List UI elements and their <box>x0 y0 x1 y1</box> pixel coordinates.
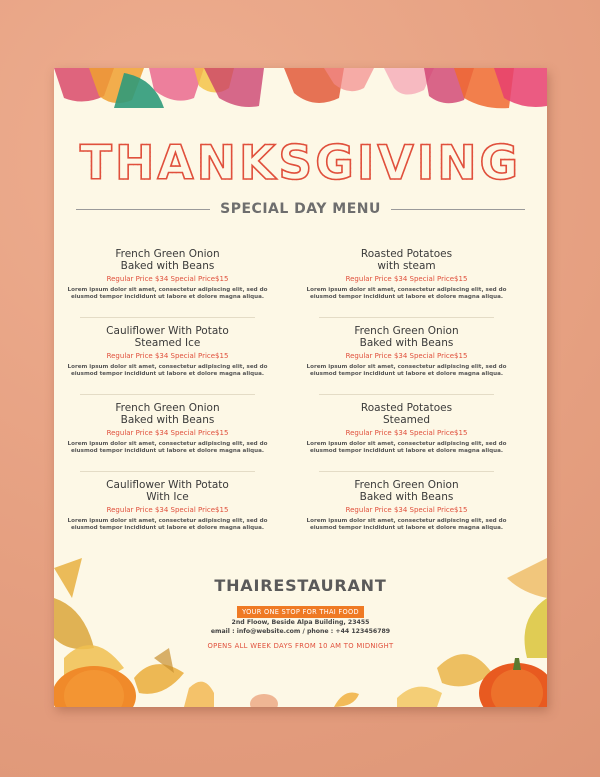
menu-item-name <box>65 325 270 349</box>
menu-item <box>304 325 509 402</box>
menu-item-price: Regular Price $34 Special Price$15 <box>345 429 468 437</box>
pumpkin-illustration-icon <box>234 680 384 707</box>
subtitle-row <box>76 199 525 219</box>
menu-item-desc-line1: Lorem ipsum dolor sit amet, consectetur adipiscing elit, sed do <box>306 287 507 293</box>
menu-item-name <box>65 402 270 426</box>
tagline-badge: YOUR ONE STOP FOR THAI FOOD <box>237 606 364 618</box>
contact-text: email : info@website.com / phone : +44 123456789 <box>210 628 391 635</box>
menu-item-price: Regular Price $34 Special Price$15 <box>345 506 468 514</box>
menu-item-name-line2: Baked with Beans <box>359 491 454 503</box>
menu-item-desc-line2: eiusmod tempor incididunt ut labore et dolore magna aliqua. <box>70 371 265 378</box>
menu-item-desc-line2: eiusmod tempor incididunt ut labore et dolore magna aliqua. <box>70 448 265 455</box>
menu-item <box>65 479 270 556</box>
menu-item-description <box>304 287 509 302</box>
menu-item-desc-line2: eiusmod tempor incididunt ut labore et dolore magna aliqua. <box>309 371 504 378</box>
menu-item-desc-line1: Lorem ipsum dolor sit amet, consectetur adipiscing elit, sed do <box>306 518 507 524</box>
restaurant-name: THAIRESTAURANT <box>214 576 387 595</box>
menu-column-right <box>304 248 509 556</box>
menu-item-divider <box>319 394 494 395</box>
menu-item-desc-line2: eiusmod tempor incididunt ut labore et dolore magna aliqua. <box>70 525 265 532</box>
divider-left <box>76 209 210 210</box>
menu-item-desc-line2: eiusmod tempor incididunt ut labore et dolore magna aliqua. <box>309 525 504 532</box>
opening-hours: OPENS ALL WEEK DAYS FROM 10 AM TO MIDNIGHT <box>207 642 394 650</box>
menu-item-divider <box>80 471 255 472</box>
menu-flyer <box>54 68 547 707</box>
menu-item-name <box>304 402 509 426</box>
menu-item-name <box>304 325 509 349</box>
menu-item-name <box>304 248 509 272</box>
menu-item-desc-line1: Lorem ipsum dolor sit amet, consectetur adipiscing elit, sed do <box>67 441 268 447</box>
menu-item-divider <box>319 471 494 472</box>
menu-item-name-line1: French Green Onion <box>115 402 220 414</box>
menu-item <box>304 248 509 325</box>
menu-item-name-line1: Roasted Potatoes <box>360 402 453 414</box>
menu-item-desc-line1: Lorem ipsum dolor sit amet, consectetur adipiscing elit, sed do <box>67 518 268 524</box>
address-text: 2nd Floow, Beside Alpa Building, 23455 <box>231 619 370 626</box>
menu-item <box>304 479 509 556</box>
menu-item-description <box>304 364 509 379</box>
menu-item-desc-line1: Lorem ipsum dolor sit amet, consectetur adipiscing elit, sed do <box>67 287 268 293</box>
menu-item-price: Regular Price $34 Special Price$15 <box>106 506 229 514</box>
menu-item-price: Regular Price $34 Special Price$15 <box>106 429 229 437</box>
menu-item <box>65 325 270 402</box>
menu-item-name <box>304 479 509 503</box>
menu-item-desc-line1: Lorem ipsum dolor sit amet, consectetur adipiscing elit, sed do <box>306 441 507 447</box>
menu-item-name-line1: Cauliflower With Potato <box>106 479 229 491</box>
menu-item-divider <box>80 394 255 395</box>
menu-column-left <box>65 248 270 556</box>
menu-item-name-line2: Baked with Beans <box>120 260 215 272</box>
menu-item-desc-line1: Lorem ipsum dolor sit amet, consectetur adipiscing elit, sed do <box>67 364 268 370</box>
menu-item-name <box>65 479 270 503</box>
menu-item-description <box>65 441 270 456</box>
menu-item-name-line2: Steamed Ice <box>134 337 201 349</box>
menu-item-name-line1: French Green Onion <box>354 325 459 337</box>
menu-item-description <box>65 364 270 379</box>
menu-item-name <box>65 248 270 272</box>
tagline-row <box>54 599 547 618</box>
menu-item-price: Regular Price $34 Special Price$15 <box>345 352 468 360</box>
menu-item-desc-line2: eiusmod tempor incididunt ut labore et dolore magna aliqua. <box>309 448 504 455</box>
autumn-leaves-band-icon <box>54 68 547 110</box>
menu-item-divider <box>80 317 255 318</box>
menu-item <box>65 248 270 325</box>
menu-item-name-line2: Steamed <box>382 414 431 426</box>
menu-item-description <box>304 441 509 456</box>
menu-item-name-line1: Roasted Potatoes <box>360 248 453 260</box>
menu-item-desc-line2: eiusmod tempor incididunt ut labore et dolore magna aliqua. <box>309 294 504 301</box>
menu-item-description <box>65 287 270 302</box>
menu-item-price: Regular Price $34 Special Price$15 <box>345 275 468 283</box>
menu-item-name-line2: with steam <box>377 260 436 272</box>
menu-item-name-line1: French Green Onion <box>354 479 459 491</box>
page-title: THANKSGIVING <box>54 138 547 190</box>
menu-item-name-line2: Baked with Beans <box>120 414 215 426</box>
menu-item-divider <box>319 317 494 318</box>
menu-item-description <box>304 518 509 533</box>
menu-item <box>304 402 509 479</box>
menu-item <box>65 402 270 479</box>
menu-item-name-line1: Cauliflower With Potato <box>106 325 229 337</box>
divider-right <box>391 209 525 210</box>
menu-item-price: Regular Price $34 Special Price$15 <box>106 275 229 283</box>
menu-item-name-line1: French Green Onion <box>115 248 220 260</box>
menu-item-price: Regular Price $34 Special Price$15 <box>106 352 229 360</box>
menu-item-desc-line1: Lorem ipsum dolor sit amet, consectetur adipiscing elit, sed do <box>306 364 507 370</box>
menu-item-name-line2: Baked with Beans <box>359 337 454 349</box>
menu-item-description <box>65 518 270 533</box>
menu-item-name-line2: With Ice <box>146 491 189 503</box>
menu-item-desc-line2: eiusmod tempor incididunt ut labore et dolore magna aliqua. <box>70 294 265 301</box>
page-subtitle: SPECIAL DAY MENU <box>220 201 381 217</box>
